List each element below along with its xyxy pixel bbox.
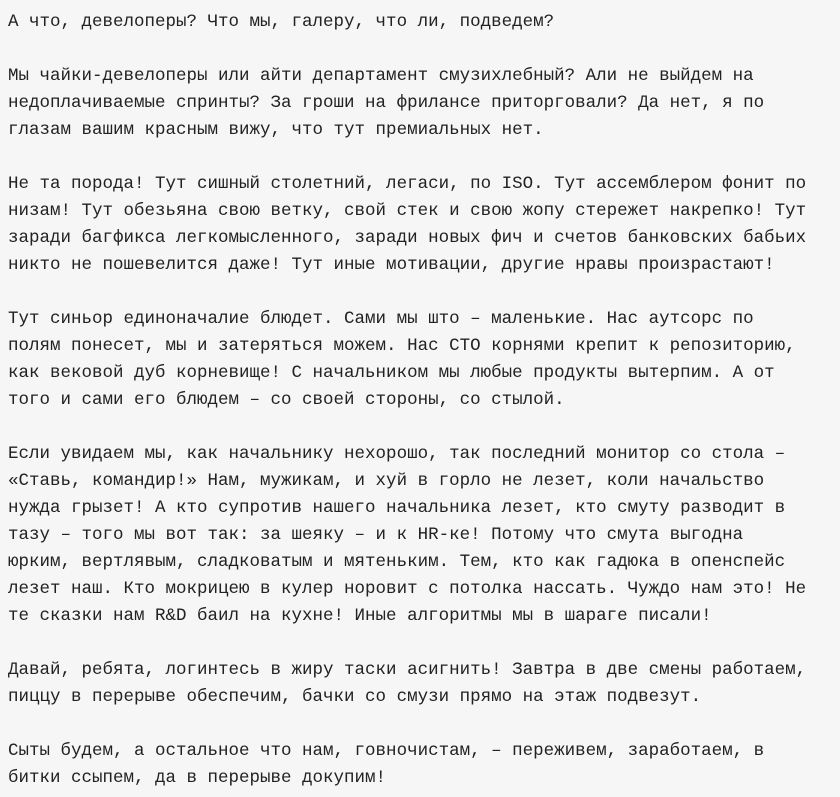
paragraph-3: Не та порода! Тут сишный столетний, легаси, по ISO. Тут ассемблером фонит по низам! Тут обезьяна свою ветку, свой стек и свою жопу стережет накрепко! Тут заради багфикса легкомысленного, заради новых фич и счетов банковских бабьих никто не пошевелится даже! Тут иные мотивации, другие нравы произрастают! — [8, 174, 807, 275]
paragraph-4: Тут синьор единоначалие блюдет. Сами мы што – маленькие. Нас аутсорс по полям понесет, мы и затеряться можем. Нас CTO корнями крепит к репозиторию, как вековой дуб корневище! С начальником мы любые продукты вытерпим. А от того и сами его блюдем – со своей стороны, со стылой. — [8, 309, 796, 410]
paragraph-5: Если увидаем мы, как начальнику нехорошо, так последний монитор со стола – «Ставь, командир!» Нам, мужикам, и хуй в горло не лезет, коли начальство нужда грызет! А кто супротив нашего начальника лезет, кто смуту разводит в тазу – того мы вот так: за шеяку – и к HR-ке! Потому что смута выгодна юрким, вертлявым, сладковатым и мятеньким. Тем, кто как гадюка в опенспейс лезет наш. Кто мокрицею в кулер норовит с потолка нассать. Чуждо нам это! Не те сказки нам R&D баил на кухне! Иные алгоритмы мы в шараге писали! — [8, 444, 807, 626]
paragraph-2: Мы чайки-девелоперы или айти департамент смузихлебный? Али не выйдем на недоплачиваемые спринты? За гроши на фрилансе приторговали? Да нет, я по глазам вашим красным вижу, что тут премиальных нет. — [8, 66, 765, 140]
paragraph-6: Давай, ребята, логинтесь в жиру таски асигнить! Завтра в две смены работаем, пиццу в перерыве обеспечим, бачки со смузи прямо на этаж подвезут. — [8, 660, 807, 707]
paragraph-1: А что, девелоперы? Что мы, галеру, что ли, подведем? — [8, 12, 555, 32]
paragraph-7: Сыты будем, а остальное что нам, говночистам, – переживем, заработаем, в битки ссыпем, да в перерыве докупим! — [8, 741, 765, 788]
